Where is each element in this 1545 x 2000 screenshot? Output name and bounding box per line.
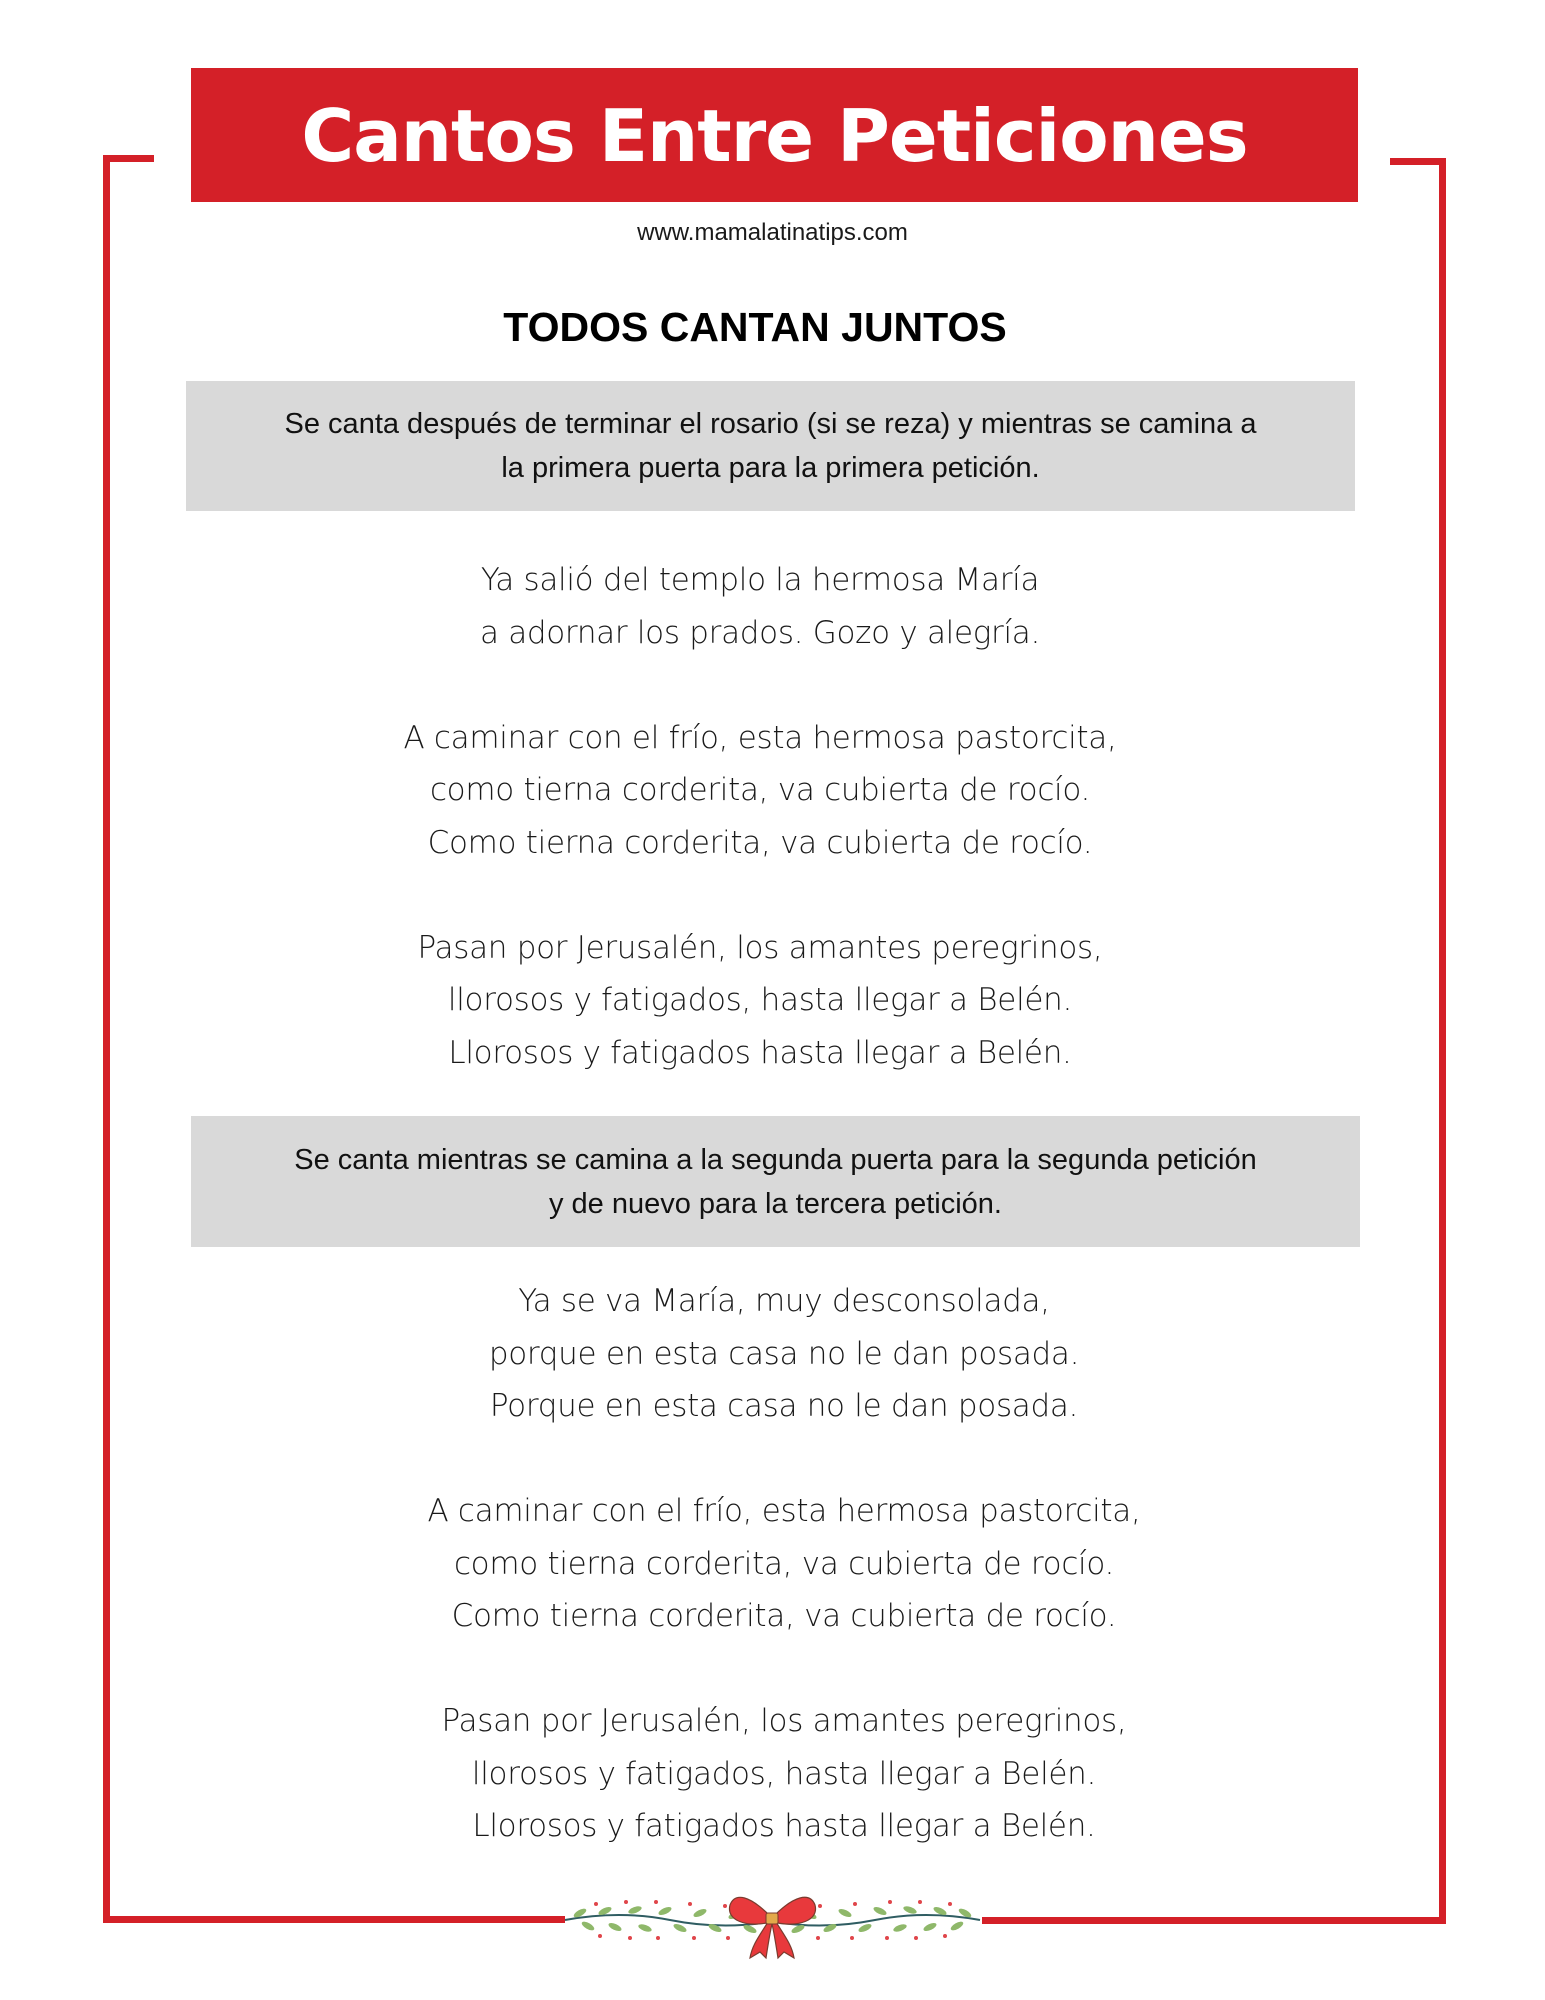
stanza <box>24 1695 1544 1853</box>
frame-bottom-border-left <box>103 1916 565 1923</box>
lyric-line: Llorosos y fatigados hasta llegar a Belén. <box>448 1034 1072 1071</box>
website-url: www.mamalatinatips.com <box>637 219 908 246</box>
note-line: Se canta después de terminar el rosario (si se reza) y mientras se camina a <box>284 408 1257 440</box>
page-title: Cantos Entre Peticiones <box>301 94 1248 178</box>
lyric-line: Pasan por Jerusalén, los amantes peregrinos, <box>417 929 1103 966</box>
note-line: y de nuevo para la tercera petición. <box>548 1187 1002 1220</box>
frame-bottom-border-right <box>982 1917 1446 1924</box>
lyric-line: Porque en esta casa no le dan posada. <box>489 1388 1079 1424</box>
frame-top-left-corner <box>103 155 154 162</box>
lyric-line: llorosos y fatigados, hasta llegar a Belén. <box>447 982 1073 1018</box>
lyric-line: Como tierna corderita, va cubierta de rocío. <box>427 824 1093 861</box>
lyric-line: Pasan por Jerusalén, los amantes peregrinos, <box>441 1703 1127 1739</box>
lyric-line: Como tierna corderita, va cubierta de rocío. <box>451 1598 1117 1634</box>
stanza <box>0 712 1520 870</box>
lyric-line: Ya salió del templo la hermosa María <box>480 562 1040 598</box>
section-heading: TODOS CANTAN JUNTOS <box>503 304 1007 350</box>
lyrics-block-1 <box>0 554 1520 1079</box>
lyrics-block-2 <box>24 1275 1544 1853</box>
christmas-garland-bow-icon <box>560 1880 985 1960</box>
lyric-line: A caminar con el frío, esta hermosa pastorcita, <box>403 719 1117 756</box>
lyric-line: porque en esta casa no le dan posada. <box>488 1335 1080 1372</box>
instruction-note-2 <box>191 1116 1360 1247</box>
lyric-line: como tierna corderita, va cubierta de rocío. <box>453 1545 1115 1582</box>
lyric-line: llorosos y fatigados, hasta llegar a Belén. <box>471 1755 1097 1792</box>
note-line: la primera puerta para la primera petición. <box>501 452 1040 484</box>
title-banner <box>191 68 1358 202</box>
stanza <box>24 1275 1544 1433</box>
lyric-line: como tierna corderita, va cubierta de rocío. <box>429 772 1091 808</box>
stanza <box>0 922 1520 1080</box>
lyric-line: Llorosos y fatigados hasta llegar a Belén. <box>472 1808 1096 1844</box>
instruction-note-1 <box>186 381 1355 511</box>
stanza <box>0 554 1520 659</box>
lyric-line: a adornar los prados. Gozo y alegría. <box>479 614 1041 651</box>
note-line: Se canta mientras se camina a la segunda puerta para la segunda petición <box>294 1143 1257 1176</box>
stanza <box>24 1485 1544 1643</box>
lyric-line: A caminar con el frío, esta hermosa pastorcita, <box>427 1493 1141 1529</box>
frame-top-right-corner <box>1390 158 1446 165</box>
lyric-line: Ya se va María, muy desconsolada, <box>518 1283 1050 1319</box>
